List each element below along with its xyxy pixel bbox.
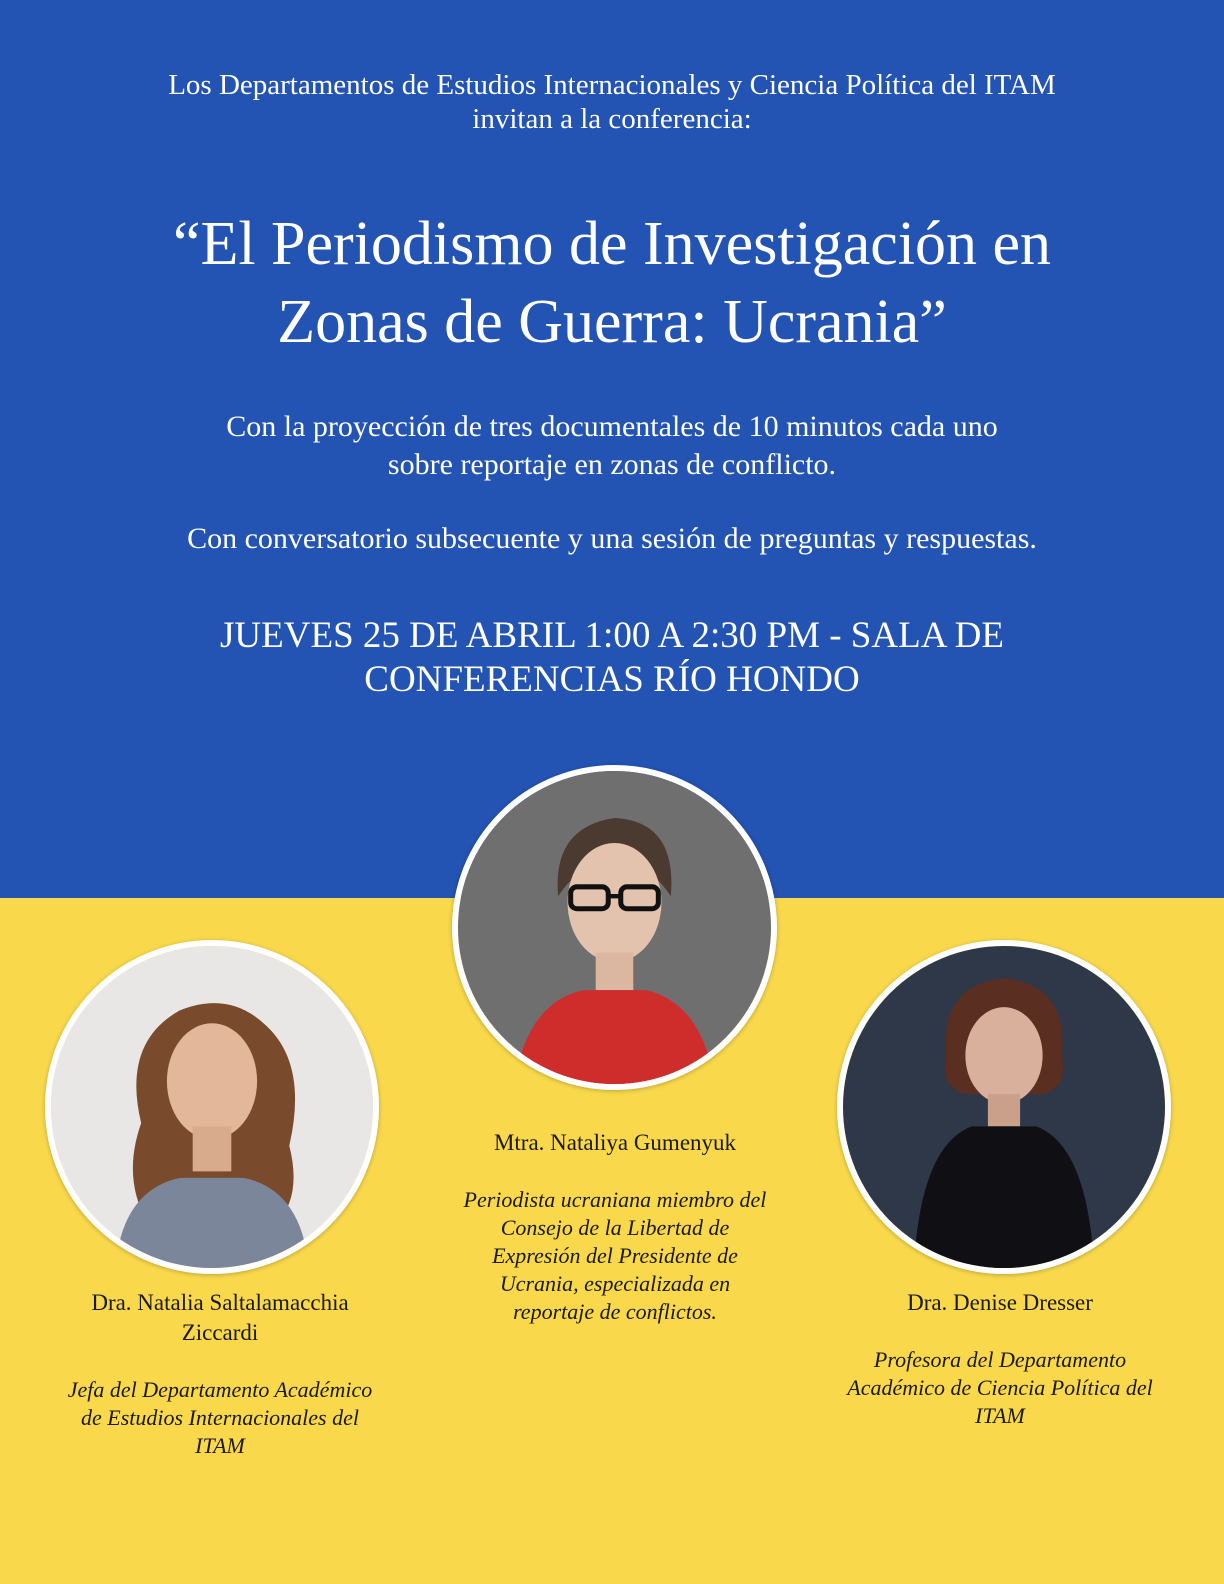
portrait-illustration bbox=[458, 771, 771, 1084]
speaker-role bbox=[830, 1346, 1170, 1430]
portrait-illustration bbox=[51, 946, 373, 1268]
conference-format bbox=[0, 520, 1224, 558]
speaker-name-line: Mtra. Nataliya Gumenyuk bbox=[493, 1130, 737, 1155]
speaker-photo-saltalamacchia bbox=[45, 940, 379, 1274]
speaker-name-line: Dra. Denise Dresser bbox=[907, 1290, 1093, 1315]
conference-title bbox=[0, 205, 1224, 361]
speaker-role-line: Consejo de la Libertad de bbox=[500, 1215, 730, 1240]
invitation-header bbox=[0, 68, 1224, 136]
speaker-saltalamacchia bbox=[45, 1288, 395, 1460]
speaker-role-line: reportaje de conflictos. bbox=[513, 1299, 717, 1324]
invitation-line-1: Los Departamentos de Estudios Internacionales y Ciencia Política del ITAM bbox=[168, 69, 1056, 101]
speaker-role-line: Periodista ucraniana miembro del bbox=[463, 1187, 767, 1212]
speaker-gumenyuk bbox=[455, 1128, 775, 1326]
description-line-3: Con conversatorio subsecuente y una sesión de preguntas y respuestas. bbox=[187, 522, 1037, 555]
event-line-1: JUEVES 25 DE ABRIL 1:00 A 2:30 PM - SALA DE bbox=[220, 615, 1004, 656]
description-line-2: sobre reportaje en zonas de conflicto. bbox=[387, 448, 837, 481]
event-line-2: CONFERENCIAS RÍO HONDO bbox=[364, 659, 860, 700]
speaker-name bbox=[830, 1288, 1170, 1318]
conference-description bbox=[0, 408, 1224, 484]
speaker-name-line: Dra. Natalia Saltalamacchia bbox=[91, 1290, 349, 1315]
speaker-dresser bbox=[830, 1288, 1170, 1430]
speaker-role-line: Académico de Ciencia Política del bbox=[847, 1375, 1153, 1400]
speaker-role-line: ITAM bbox=[975, 1403, 1025, 1428]
description-line-1: Con la proyección de tres documentales de 10 minutos cada uno bbox=[226, 410, 998, 443]
portrait-illustration bbox=[843, 946, 1165, 1268]
speaker-name-line: Ziccardi bbox=[181, 1320, 259, 1345]
title-line-2: Zonas de Guerra: Ucrania” bbox=[277, 288, 947, 356]
speaker-photo-gumenyuk bbox=[452, 765, 777, 1090]
speaker-role-line: Expresión del Presidente de bbox=[492, 1243, 738, 1268]
speaker-role-line: de Estudios Internacionales del bbox=[80, 1405, 359, 1430]
invitation-line-2: invitan a la conferencia: bbox=[472, 103, 752, 135]
speaker-role bbox=[45, 1376, 395, 1460]
speaker-role-line: ITAM bbox=[195, 1433, 245, 1458]
speaker-role-line: Ucrania, especializada en bbox=[499, 1271, 731, 1296]
speaker-photo-dresser bbox=[837, 940, 1171, 1274]
speaker-role bbox=[455, 1186, 775, 1326]
speaker-name bbox=[455, 1128, 775, 1158]
speaker-name bbox=[45, 1288, 395, 1348]
speaker-role-line: Jefa del Departamento Académico bbox=[67, 1377, 373, 1402]
title-line-1: “El Periodismo de Investigación en bbox=[172, 210, 1052, 278]
speaker-role-line: Profesora del Departamento bbox=[873, 1347, 1127, 1372]
event-details bbox=[0, 614, 1224, 702]
